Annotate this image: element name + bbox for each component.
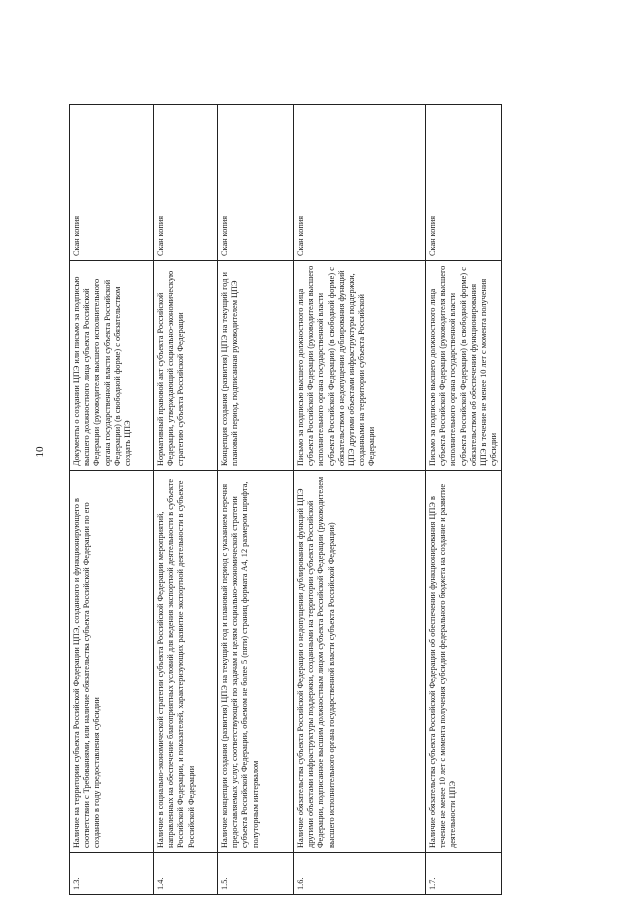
criterion-text: Наличие обязательства субъекта Российской Федерации о недопущении дублирования функций ЦПЭ другими объектами инфраструктуры поддержки, созданными на территории субъекта Российской Федерации, подписанное высшим должностным лицом субъекта Российской Федерации (руководителем высшего исполнительного органа государственной власти субъекта Российской Федерации): [294, 471, 426, 853]
rotated-table-wrapper: [69, 105, 499, 895]
table-row: [218, 105, 294, 895]
form-text: Скан копия: [70, 105, 154, 261]
row-number: 1.6.: [294, 853, 426, 895]
criterion-text: Наличие концепции создания (развития) ЦПЭ на текущий год и плановый период с указанием перечня предоставляемых услуг, соответствующей по задачам и целям социально-экономической стратегии субъекта Российской Федерации, объемом не более 5 (пяти) страниц формата А4, 12 размером шрифта, полуторным интервалом: [218, 471, 294, 853]
criteria-table: [69, 104, 502, 895]
table-row: [70, 105, 154, 895]
form-text: Скан копия: [294, 105, 426, 261]
table-row: [294, 105, 426, 895]
row-number: 1.5.: [218, 853, 294, 895]
criterion-text: Наличие в социально-экономической стратегии субъекта Российской Федерации мероприятий, направленных на обеспечение благоприятных условий для ведения экспортной деятельности в субъекте Российской Федерации, и показателей, характеризующих развитие экспортной деятельности в субъекте Российской Федерации: [154, 471, 218, 853]
documents-text: Нормативный правовой акт субъекта Российской Федерации, утверждающий социально-экономическую стратегию субъекта Российской Федерации: [154, 261, 218, 471]
table-row: [426, 105, 502, 895]
row-number: 1.3.: [70, 853, 154, 895]
form-text: Скан копия: [154, 105, 218, 261]
criterion-text: Наличие на территории субъекта Российской Федерации ЦПЭ, созданного и функционирующего в соответствии с Требованиями, или наличие обязательства субъекта Российской Федерации по его созданию в году предоставления субсидии: [70, 471, 154, 853]
documents-text: Письмо за подписью высшего должностного лица субъекта Российской Федерации (руководителя высшего исполнительного органа государственной власти субъекта Российской Федерации) (в свободной форме) с обязательством об обеспечении функционирования ЦПЭ в течение не менее 10 лет с момента получения субсидии: [426, 261, 502, 471]
documents-text: Письмо за подписью высшего должностного лица субъекта Российской Федерации (руководителя высшего исполнительного органа государственной власти субъекта Российской Федерации) (в свободной форме) с обязательством о недопущении дублирования функций ЦПЭ другими объектами инфраструктуры поддержки, созданными на территории субъекта Российской Федерации: [294, 261, 426, 471]
row-number: 1.4.: [154, 853, 218, 895]
form-text: Скан копия: [426, 105, 502, 261]
row-number: 1.7.: [426, 853, 502, 895]
table-row: [154, 105, 218, 895]
page-number: 10: [34, 446, 46, 458]
documents-text: Концепция создания (развития) ЦПЭ на текущий год и плановый период, подписанная руководителем ЦПЭ: [218, 261, 294, 471]
criterion-text: Наличие обязательства субъекта Российской Федерации об обеспечении функционирования ЦПЭ в течение не менее 10 лет с момента получения субсидии федерального бюджета на создание и развитие деятельности ЦПЭ: [426, 471, 502, 853]
form-text: Скан копия: [218, 105, 294, 261]
documents-text: Документы о создании ЦПЭ или письмо за подписью высшего должностного лица субъекта Российской Федерации (руководителя высшего исполнительного органа государственной власти субъекта Российской Федерации) (в свободной форме) с обязательством создать ЦПЭ: [70, 261, 154, 471]
